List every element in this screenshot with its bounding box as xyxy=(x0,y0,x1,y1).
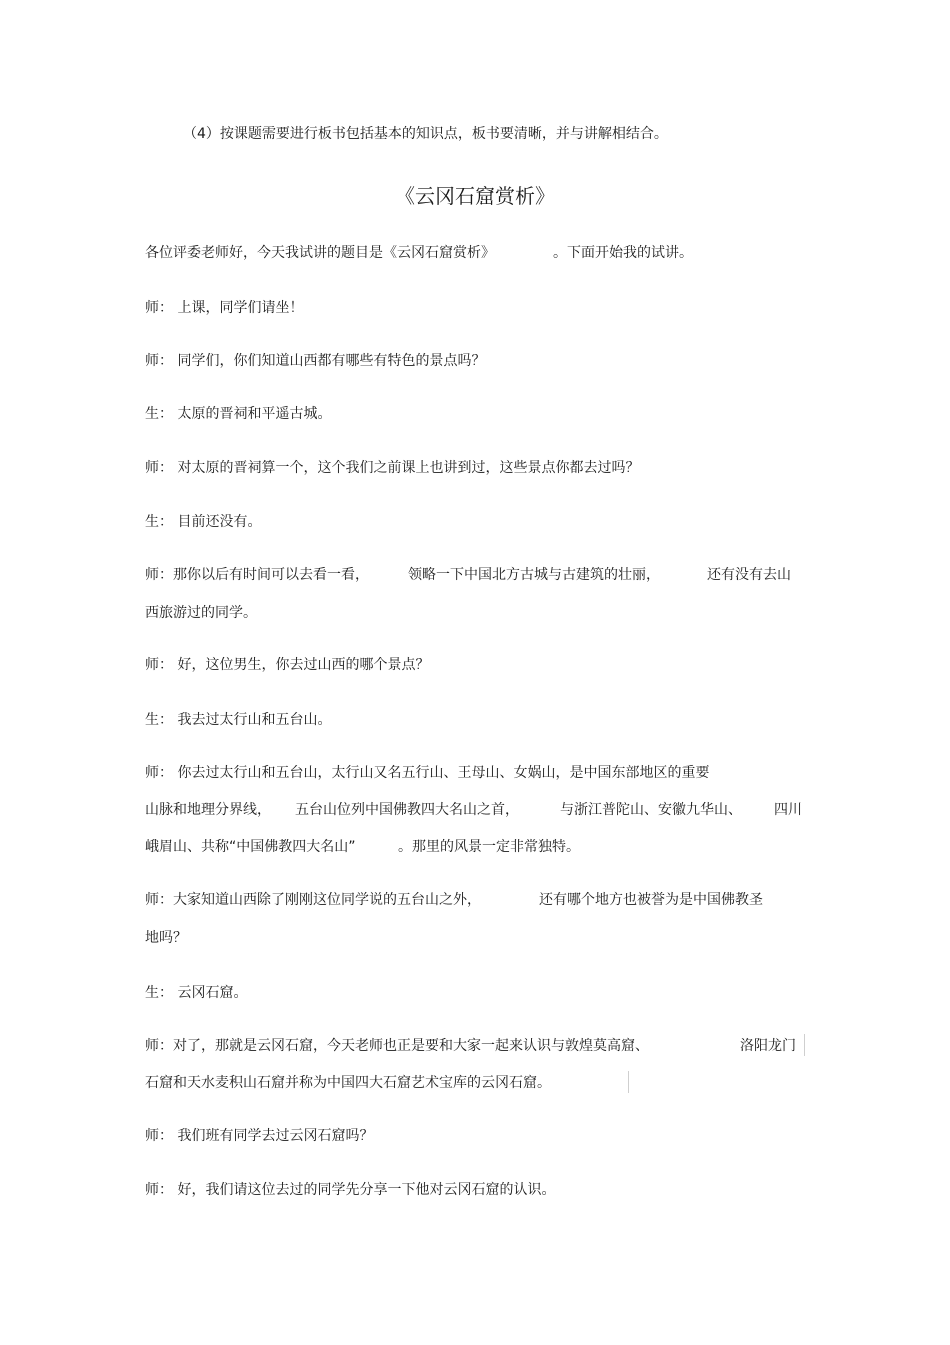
margin-rule-lower xyxy=(628,1071,629,1093)
dialogue-line-9-second-part-3: 与浙江普陀山、安徽九华山、 xyxy=(560,802,742,818)
dialogue-line-4: 师： 对太原的晋祠算一个，这个我们之前课上也讲到过，这些景点你都去过吗？ xyxy=(145,460,640,476)
intro-note: （4）按课题需要进行板书包括基本的知识点，板书要清晰，并与讲解相结合。 xyxy=(183,126,668,142)
dialogue-line-8: 生： 我去过太行山和五台山。 xyxy=(145,712,332,728)
page-title: 《云冈石窟赏析》 xyxy=(395,184,555,208)
margin-rule-upper xyxy=(804,1034,805,1056)
dialogue-line-9-second xyxy=(145,801,805,819)
dialogue-line-11: 生： 云冈石窟。 xyxy=(145,985,248,1001)
dialogue-line-1: 师： 上课，同学们请坐！ xyxy=(145,300,304,316)
dialogue-line-12-continued: 石窟和天水麦积山石窟并称为中国四大石窟艺术宝库的云冈石窟。 xyxy=(145,1075,551,1091)
dialogue-line-12-part-1: 师：对了，那就是云冈石窟，今天老师也正是要和大家一起来认识与敦煌莫高窟、 xyxy=(145,1038,649,1054)
dialogue-line-9-second-part-1: 山脉和地理分界线， xyxy=(145,802,271,818)
dialogue-line-13: 师： 我们班有同学去过云冈石窟吗？ xyxy=(145,1128,374,1144)
opening-text-1: 各位评委老师好，今天我试讲的题目是《云冈石窟赏析》 xyxy=(145,245,495,261)
dialogue-line-10 xyxy=(145,891,805,909)
dialogue-line-9-third xyxy=(145,838,805,856)
dialogue-line-10-part-1: 师：大家知道山西除了刚刚这位同学说的五台山之外， xyxy=(145,892,481,908)
dialogue-line-9-third-part-2: 。那里的风景一定非常独特。 xyxy=(398,839,580,855)
dialogue-line-6-continued: 西旅游过的同学。 xyxy=(145,605,257,621)
dialogue-line-9-third-part-1: 峨眉山、共称“中国佛教四大名山” xyxy=(145,839,356,855)
dialogue-line-10-continued: 地吗？ xyxy=(145,930,187,946)
dialogue-line-7: 师： 好，这位男生，你去过山西的哪个景点？ xyxy=(145,657,430,673)
dialogue-line-12-part-2: 洛阳龙门 xyxy=(740,1038,796,1054)
dialogue-line-9-second-part-2: 五台山位列中国佛教四大名山之首， xyxy=(295,802,519,818)
dialogue-line-9-second-part-4: 四川 xyxy=(774,802,802,818)
opening-text-2: 。下面开始我的试讲。 xyxy=(553,245,693,261)
dialogue-line-6-part-3: 还有没有去山 xyxy=(707,567,791,583)
dialogue-line-12 xyxy=(145,1037,805,1055)
dialogue-line-6 xyxy=(145,566,805,584)
dialogue-line-5: 生： 目前还没有。 xyxy=(145,514,262,530)
opening-paragraph xyxy=(145,244,745,262)
dialogue-line-10-part-2: 还有哪个地方也被誉为是中国佛教圣 xyxy=(539,892,763,908)
dialogue-line-14: 师： 好，我们请这位去过的同学先分享一下他对云冈石窟的认识。 xyxy=(145,1182,556,1198)
dialogue-line-2: 师： 同学们，你们知道山西都有哪些有特色的景点吗？ xyxy=(145,353,486,369)
dialogue-line-6-part-2: 领略一下中国北方古城与古建筑的壮丽， xyxy=(408,567,660,583)
dialogue-line-9: 师： 你去过太行山和五台山，太行山又名五行山、王母山、女娲山，是中国东部地区的重要 xyxy=(145,765,710,781)
dialogue-line-6-part-1: 师：那你以后有时间可以去看一看， xyxy=(145,567,369,583)
dialogue-line-3: 生： 太原的晋祠和平遥古城。 xyxy=(145,406,332,422)
